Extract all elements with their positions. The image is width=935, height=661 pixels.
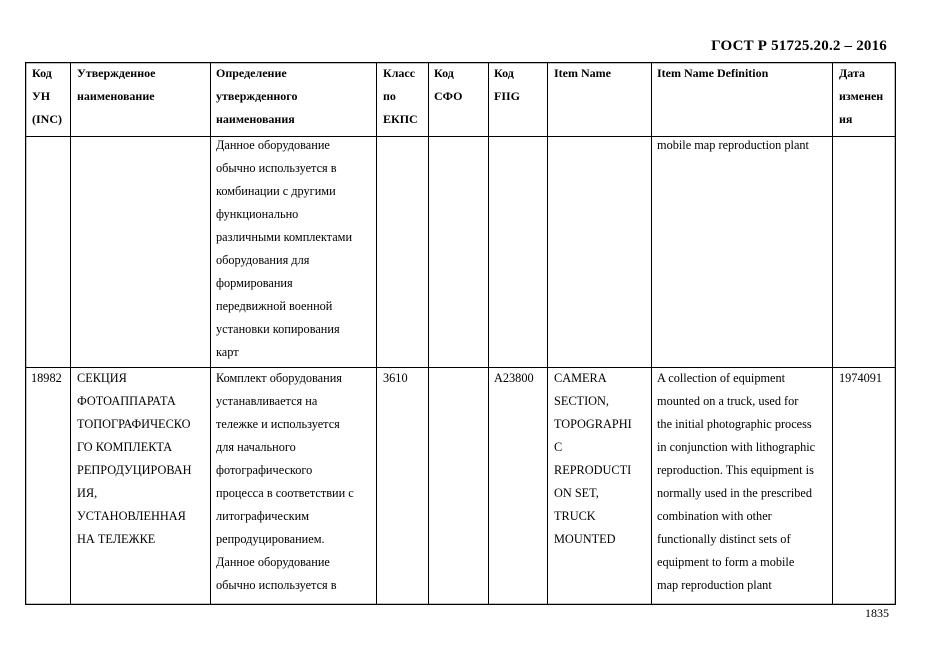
document-title: ГОСТ Р 51725.20.2 – 2016 <box>711 38 887 54</box>
header-approved-name: Утвержденное наименование <box>77 66 156 103</box>
header-item-name: Item Name <box>554 66 611 80</box>
page-number: 1835 <box>865 606 889 620</box>
header-fiig-code: Код FIIG <box>494 66 521 103</box>
table-row-0-definition: Данное оборудование обычно используется в комбинации с другими функционально различными комплектами оборудования для формирования передвижной военной установки копирования карт <box>216 138 353 359</box>
table-row-1-approved-name: СЕКЦИЯ ФОТОАППАРАТА ТОПОГРАФИЧЕСКО ГО КОМПЛЕКТА РЕПРОДУЦИРОВАН ИЯ, УСТАНОВЛЕННАЯ НА ТЕЛЕЖКЕ <box>77 371 192 546</box>
header-definition: Определение утвержденного наименования <box>216 66 298 126</box>
header-item-name-definition: Item Name Definition <box>657 66 769 80</box>
items-table <box>25 62 896 605</box>
table-row-1-item-name: CAMERA SECTION, TOPOGRAPHI C REPRODUCTI ON SET, TRUCK MOUNTED <box>554 371 632 546</box>
header-ekps-class: Класс по ЕКПС <box>383 66 418 126</box>
table-row-0-item-name-definition: mobile map reproduction plant <box>657 138 809 152</box>
header-inc: Код УН (INC) <box>32 66 62 126</box>
table-row-1-definition: Комплект оборудования устанавливается на тележке и используется для начального фотографического процесса в соответствии с литографическим репродуцированием. Данное оборудование обычно используется в <box>216 371 354 592</box>
table-row-1-ekps-class: 3610 <box>383 371 408 385</box>
table-row-1-fiig-code: A23800 <box>494 371 534 385</box>
table-row-1-item-name-definition: A collection of equipment mounted on a truck, used for the initial photographic process in conjunction with lithographic reproduction. This equipment is normally used in the prescribed combination with other functionally distinct sets of equipment to form a mobile map reproduction plant <box>657 371 816 592</box>
header-sfo-code: Код СФО <box>434 66 463 103</box>
header-change-date: Дата изменен ия <box>839 66 884 126</box>
table-row-1-inc: 18982 <box>31 371 62 385</box>
table-row-1-change-date: 1974091 <box>839 371 883 385</box>
